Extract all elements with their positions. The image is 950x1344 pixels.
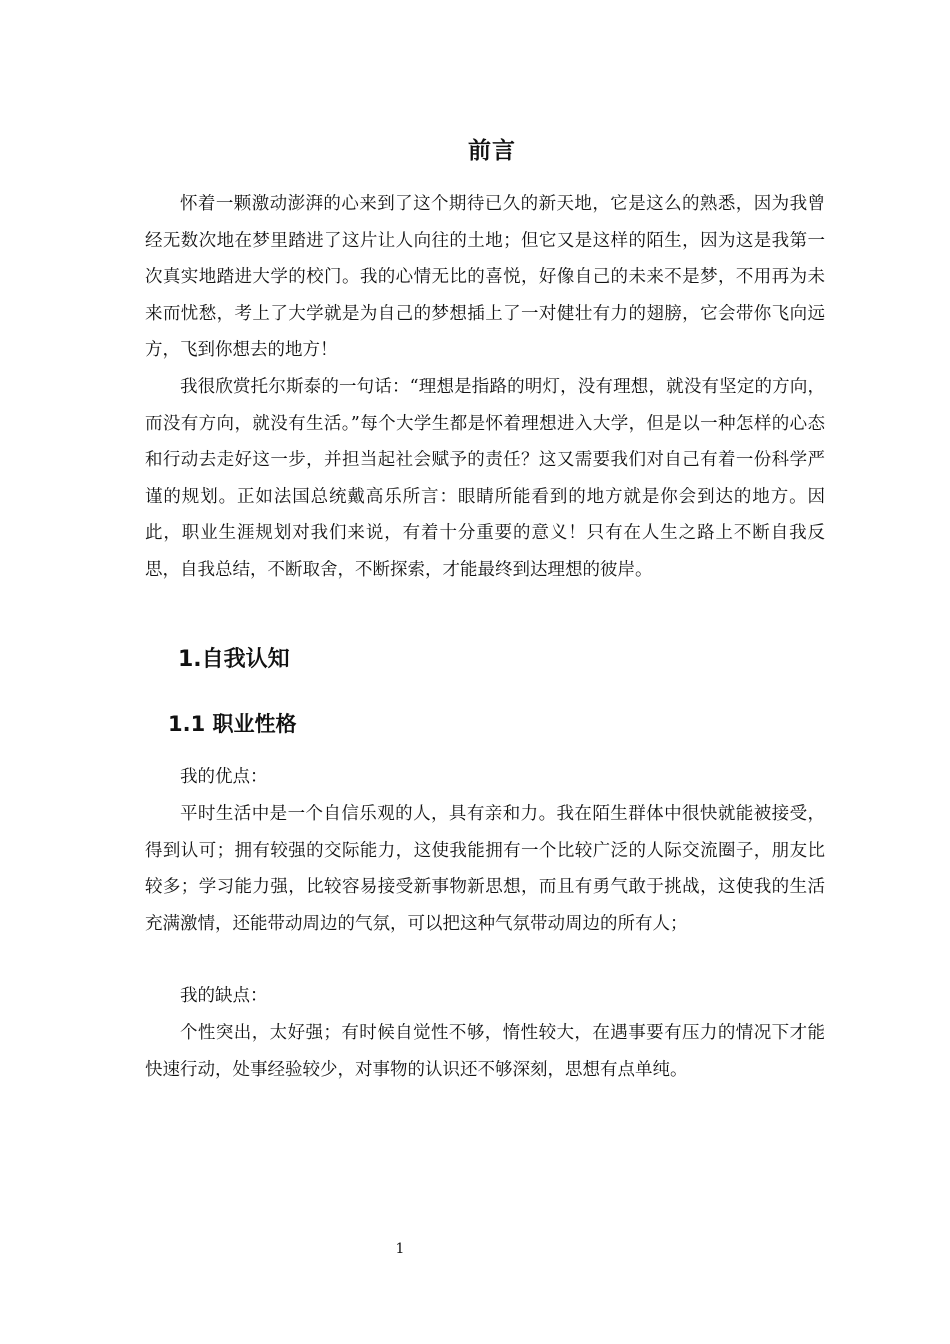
strengths-text: 平时生活中是一个自信乐观的人，具有亲和力。我在陌生群体中很快就能被接受，得到认可；拥有较强的交际能力，这使我能拥有一个比较广泛的人际交流圈子，朋友比较多；学习能力强，比较容易接受新事物新思想，而且有勇气敢于挑战，这使我的生活充满激情，还能带动周边的气氛，可以把这种气氛带动周边的所有人； [145, 804, 825, 934]
weaknesses-text: 个性突出，太好强；有时候自觉性不够，惰性较大，在遇事要有压力的情况下才能快速行动，处事经验较少，对事物的认识还不够深刻，思想有点单纯。 [145, 1023, 825, 1080]
subsection-heading: 1.1 职业性格 [168, 712, 297, 736]
weaknesses-label: 我的缺点： [180, 986, 268, 1006]
document-title: 前言 [468, 138, 516, 164]
strengths-label: 我的优点： [180, 767, 268, 787]
page-number: 1 [395, 1241, 405, 1257]
preface-paragraph-2: 我很欣赏托尔斯泰的一句话：“理想是指路的明灯，没有理想，就没有坚定的方向，而没有方向，就没有生活。”每个大学生都是怀着理想进入大学，但是以一种怎样的心态和行动去走好这一步，并担当起社会赋予的责任？这又需要我们对自己有着一份科学严谨的规划。正如法国总统戴高乐所言：眼睛所能看到的地方就是你会到达的地方。因此，职业生涯规划对我们来说，有着十分重要的意义！只有在人生之路上不断自我反思，自我总结，不断取舍，不断探索，才能最终到达理想的彼岸。 [145, 377, 825, 580]
preface-paragraph-1: 怀着一颗激动澎湃的心来到了这个期待已久的新天地，它是这么的熟悉，因为我曾经无数次地在梦里踏进了这片让人向往的土地；但它又是这样的陌生，因为这是我第一次真实地踏进大学的校门。我的心情无比的喜悦，好像自己的未来不是梦，不用再为未来而忧愁，考上了大学就是为自己的梦想插上了一对健壮有力的翅膀，它会带你飞向远方，飞到你想去的地方！ [145, 194, 825, 360]
section-heading: 1.自我认知 [178, 647, 290, 672]
